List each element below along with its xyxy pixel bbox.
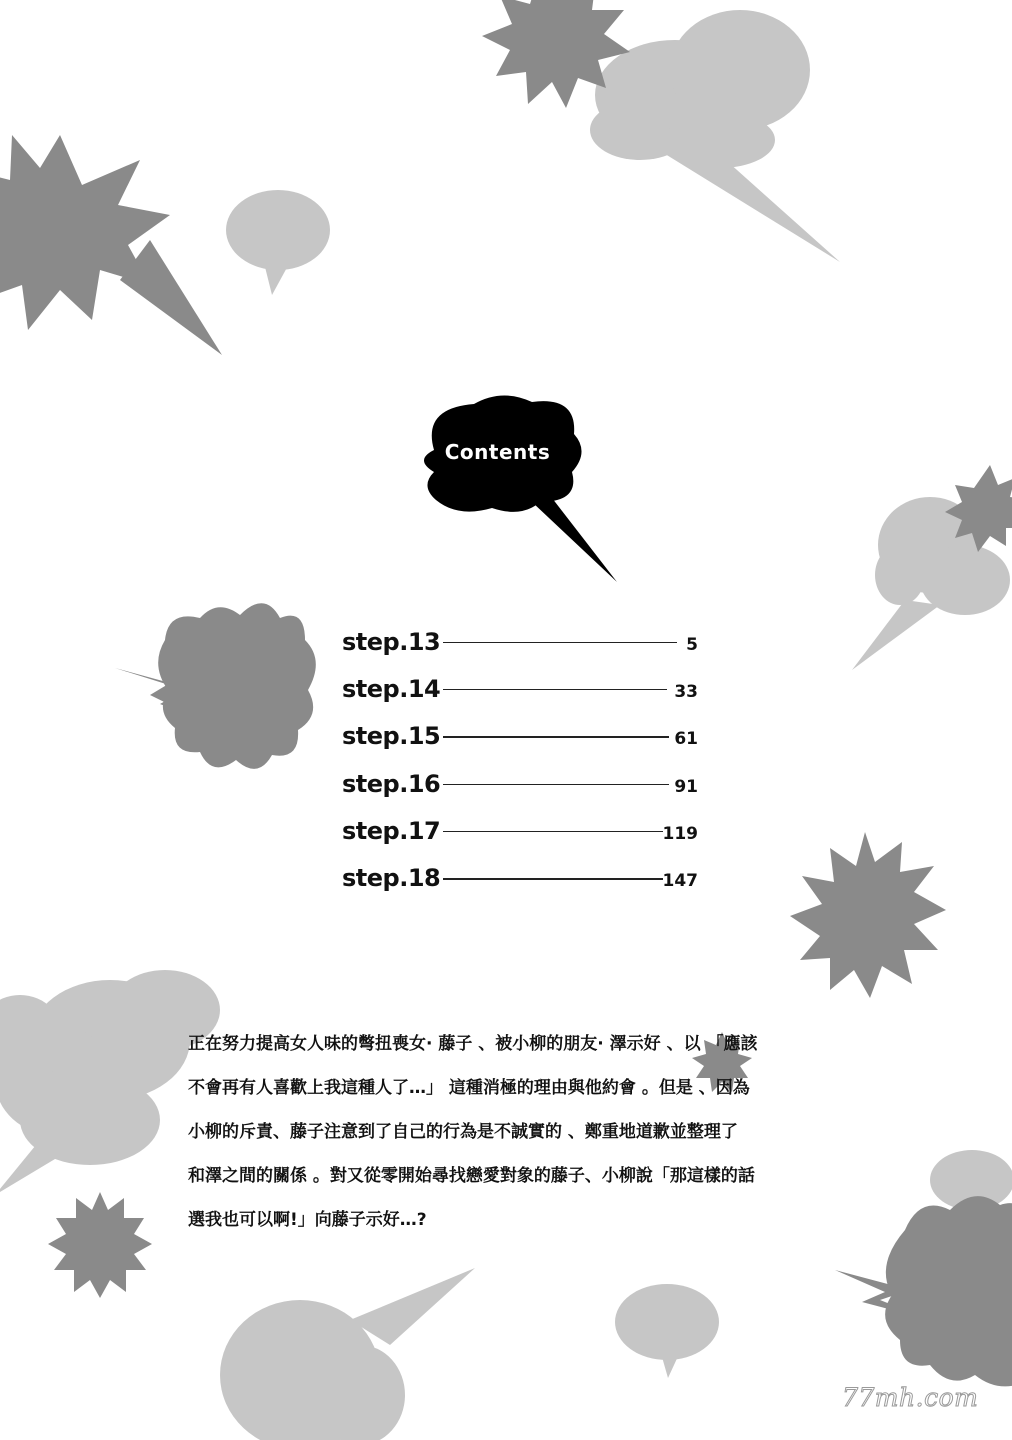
starburst-left <box>0 135 222 355</box>
toc-row[interactable] <box>342 760 702 807</box>
small-bubble-bottom <box>615 1284 719 1378</box>
toc-page-number: 119 <box>662 823 698 844</box>
bubble-bottom-center <box>220 1268 475 1440</box>
toc-page-number: 147 <box>662 871 698 892</box>
toc-chapter-label: step.16 <box>342 769 441 798</box>
toc-row[interactable] <box>342 807 702 854</box>
toc-chapter-label: step.17 <box>342 816 441 845</box>
synopsis-line: 不會再有人喜歡上我這種人了…」 這種消極的理由與他約會 。但是 、因為 <box>188 1078 750 1098</box>
contents-title: Contents <box>444 440 551 464</box>
toc-row[interactable] <box>342 854 702 901</box>
toc-leader-line <box>443 736 669 738</box>
site-watermark: 77mh.com <box>842 1383 979 1412</box>
small-bubble-left <box>226 190 330 295</box>
toc-leader-line <box>443 878 663 880</box>
toc-leader-line <box>443 689 667 691</box>
toc-row[interactable] <box>342 713 702 760</box>
toc-leader-line <box>443 784 669 786</box>
cloud-bubble-top <box>590 10 840 262</box>
synopsis-line: 選我也可以啊!」向藤子示好…? <box>188 1210 427 1230</box>
toc-row[interactable] <box>342 618 702 665</box>
cloud-bubble-bottom-left <box>0 970 220 1195</box>
synopsis-line: 小柳的斥責、藤子注意到了自己的行為是不誠實的 、鄭重地道歉並整理了 <box>188 1122 738 1142</box>
toc-page-number: 61 <box>674 729 698 750</box>
toc-chapter-label: step.14 <box>342 674 441 703</box>
toc-leader-line <box>443 831 663 833</box>
starburst-bottom-left <box>48 1192 152 1298</box>
contents-badge <box>412 390 622 590</box>
toc-page-number: 33 <box>674 681 698 702</box>
spiky-bubble-mid-left <box>115 603 316 769</box>
toc-page-number: 5 <box>686 634 698 655</box>
toc-page-number: 91 <box>674 776 698 797</box>
toc-row[interactable] <box>342 665 702 712</box>
synopsis-line: 正在努力提高女人味的彆扭喪女· 藤子 、被小柳的朋友· 澤示好 、以 「應該 <box>188 1034 758 1054</box>
toc-chapter-label: step.15 <box>342 722 441 751</box>
table-of-contents <box>342 618 702 902</box>
toc-chapter-label: step.18 <box>342 864 441 893</box>
toc-leader-line <box>443 642 677 644</box>
toc-chapter-label: step.13 <box>342 627 441 656</box>
starburst-right-mid <box>790 832 946 998</box>
synopsis-line: 和澤之間的關係 。對又從零開始尋找戀愛對象的藤子、小柳說「那這樣的話 <box>188 1166 755 1186</box>
synopsis <box>188 1022 868 1242</box>
